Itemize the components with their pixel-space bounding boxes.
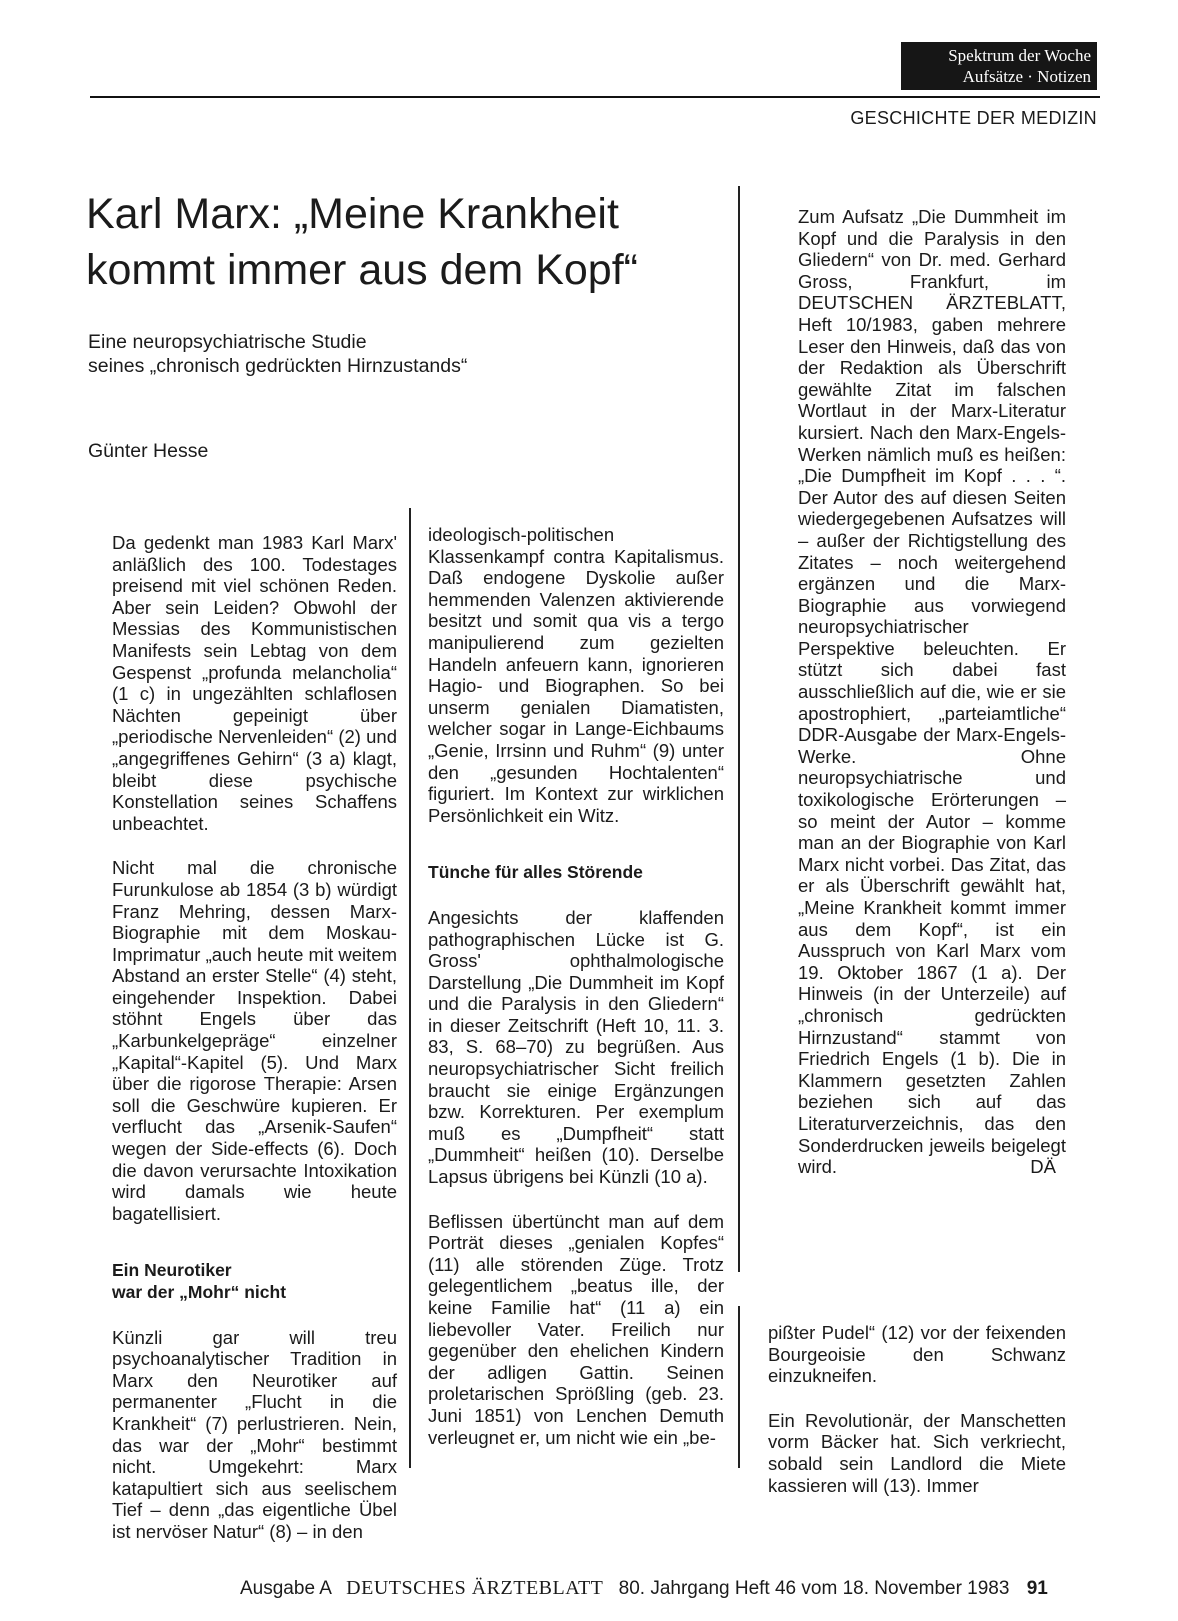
column-divider-1: [409, 508, 411, 1468]
tag-line-1: Spektrum der Woche: [948, 46, 1091, 65]
paragraph: pißter Pudel“ (12) vor der feixenden Bourgeoisie den Schwanz einzukneifen.: [768, 1322, 1066, 1387]
section-tag-box: [901, 42, 1097, 90]
paragraph: Beflissen übertüncht man auf dem Porträt dieses „genialen Kopfes“ (11) alle störenden Züge. Trotz gelegentlichem „beatus ille, der keine Familie hat“ (11 a) ein liebevoller Vater. Freilich nur gegenüber den ehelichen Kindern der adligen Gattin. Seinen proletarischen Sprößling (geb. 23. Juni 1851) von Lenchen Demuth verleugnet er, um nicht wie ein „be-: [428, 1210, 724, 1448]
column-divider-2: [738, 1306, 740, 1468]
title-line-1: Karl Marx: „Meine Krankheit: [86, 190, 619, 238]
article-subtitle: [88, 330, 648, 378]
title-line-2: kommt immer aus dem Kopf“: [86, 246, 638, 294]
article-title: [86, 186, 726, 298]
body-column-2: [428, 524, 724, 1471]
subtitle-line-1: Eine neuropsychiatrische Studie: [88, 331, 367, 353]
subheading: [112, 1260, 397, 1303]
subheading-line-1: Ein Neurotiker: [112, 1260, 232, 1281]
section-label: GESCHICHTE DER MEDIZIN: [850, 108, 1097, 128]
body-column-3: [768, 1322, 1066, 1519]
editorial-note: [798, 206, 1066, 1178]
editorial-signature: DÄ: [1030, 1156, 1056, 1178]
page-number: 91: [1026, 1578, 1048, 1599]
footer-edition: Ausgabe A: [240, 1578, 331, 1599]
tag-line-2: Aufsätze · Notizen: [962, 67, 1091, 86]
body-column-1: [112, 532, 397, 1566]
subheading-line-2: war der „Mohr“ nicht: [112, 1282, 287, 1302]
subheading: Tünche für alles Störende: [428, 862, 643, 883]
paragraph: ideologisch-politischen Klassenkampf contra Kapitalismus. Daß endogene Dyskolie außer hemmenden Valenzen aktivierende besitzt und somit qua vis a tergo manipulierend zum gezielten Handeln anfeuern kann, ignorieren Hagio- und Biographen. So bei unserm genialen Diamatisten, welcher sogar in Lange-Eichbaums „Genie, Irrsinn und Ruhm“ (9) unter den „gesunden Hochtalenten“ figuriert. Im Kontext zur wirklichen Persönlichkeit ein Witz.: [428, 524, 724, 826]
paragraph: Da gedenkt man 1983 Karl Marx' anläßlich des 100. Todestages preisend mit viel schönen Reden. Aber sein Leiden? Obwohl der Messias des Kommunistischen Manifests sein Lebtag von dem Gespenst „profunda melancholia“ (1 c) in ungezählten schlaflosen Nächten gepeinigt über „periodische Nervenleiden“ (2) und „angegriffenes Gehirn“ (3 a) klagt, bleibt diese psychische Konstellation seines Schaffens unbeachtet.: [112, 532, 397, 834]
subtitle-line-2: seines „chronisch gedrückten Hirnzustands“: [88, 355, 468, 377]
header-rule: [90, 96, 1100, 98]
sidebar-divider: [738, 186, 740, 1272]
paragraph: Angesichts der klaffenden pathographischen Lücke ist G. Gross' ophthalmologische Darstellung „Die Dummheit im Kopf und die Paralysis in den Gliedern“ in dieser Zeitschrift (Heft 10, 11. 3. 83, S. 68–70) zu begrüßen. Aus neuropsychiatrischer Sicht freilich braucht sie einige Ergänzungen bzw. Korrekturen. Per exemplum muß es „Dumpfheit“ statt „Dummheit“ heißen (10). Derselbe Lapsus übrigens bei Künzli (10 a).: [428, 906, 724, 1188]
footer-journal: DEUTSCHES ÄRZTEBLATT: [346, 1577, 604, 1599]
page-footer: [240, 1577, 1048, 1600]
paragraph: Künzli gar will treu psychoanalytischer Tradition in Marx den Neurotiker auf permanenter „Flucht in die Krankheit“ (7) perlustrieren. Nein, das war der „Mohr“ bestimmt nicht. Umgekehrt: Marx katapultiert sich aus seelischem Tief – denn „das eigentliche Übel ist nervöser Natur“ (8) – in den: [112, 1326, 397, 1542]
paragraph: Nicht mal die chronische Furunkulose ab 1854 (3 b) würdigt Franz Mehring, dessen Marx-Biographie mit dem Moskau-Imprimatur „auch heute mit weitem Abstand an erster Stelle“ (4) steht, eingehender Inspektion. Dabei stöhnt Engels über das „Karbunkelgepräge“ einzelner „Kapital“-Kapitel (5). Und Marx über die rigorose Therapie: Arsen soll die Geschwüre kupieren. Er verflucht das „Arsenik-Saufen“ wegen der Side-effects (6). Doch die davon verursachte Intoxikation wird damals wie heute bagatellisiert.: [112, 857, 397, 1224]
paragraph: Ein Revolutionär, der Manschetten vorm Bäcker hat. Sich verkriecht, sobald sein Landlord die Miete kassieren will (13). Immer: [768, 1409, 1066, 1496]
editorial-note-text: Zum Aufsatz „Die Dummheit im Kopf und die Paralysis in den Gliedern“ von Dr. med. Gerhard Gross, Frankfurt, im DEUTSCHEN ÄRZTEBLATT, Heft 10/1983, gaben mehrere Leser den Hinweis, daß das von der Redaktion als Überschrift gewählte Zitat im falschen Wortlaut in der Marx-Literatur kursiert. Nach den Marx-Engels-Werken nämlich muß es heißen: „Die Dumpfheit im Kopf . . . “. Der Autor des auf diesen Seiten wiedergegebenen Aufsatzes will – außer der Richtigstellung des Zitates – noch weitergehend ergänzen und die Marx-Biographie aus vorwiegend neuropsychiatrischer Perspektive beleuchten. Er stützt sich dabei fast ausschließlich auf die, wie er sie apostrophiert, „parteiamtliche“ DDR-Ausgabe der Marx-Engels-Werke. Ohne neuropsychiatrische und toxikologische Erörterungen – so meint der Autor – komme man an der Biographie von Karl Marx nicht vorbei. Das Zitat, das er als Überschrift gewählt hat, „Meine Krankheit kommt immer aus dem Kopf“, ist ein Ausspruch von Karl Marx vom 19. Oktober 1867 (1 a). Der Hinweis (in der Unterzeile) auf „chronisch gedrückten Hirnzustand“ stammt von Friedrich Engels (1 b). Die in Klammern gesetzten Zahlen beziehen sich auf das Literaturverzeichnis, das den Sonderdrucken jeweils beigelegt wird.: [798, 206, 1066, 1178]
footer-issue: 80. Jahrgang Heft 46 vom 18. November 1983: [618, 1578, 1010, 1599]
author-name: Günter Hesse: [88, 440, 209, 462]
